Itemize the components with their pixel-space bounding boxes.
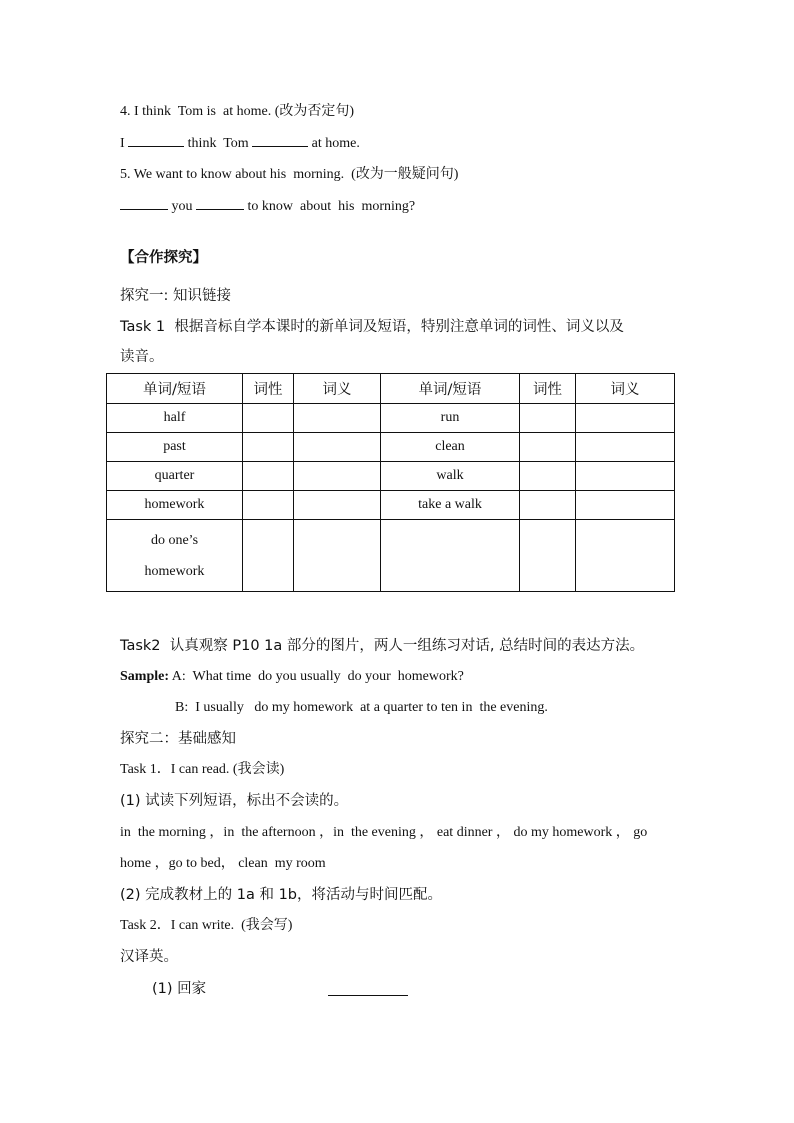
table-row [107, 462, 675, 491]
sample-dialogue-b: B: I usually do my homework at a quarter to ten in the evening. [175, 700, 548, 715]
word-cell [107, 520, 243, 592]
explore-2-heading: 探究二：基础感知 [120, 731, 236, 747]
answer-cell[interactable] [520, 462, 576, 491]
answer-cell[interactable] [294, 433, 381, 462]
sample-label: Sample: [120, 669, 169, 684]
answer-cell[interactable] [294, 404, 381, 433]
exercise-4-answer-line [120, 134, 360, 153]
word-cell: clean [381, 433, 520, 462]
word-cell: run [381, 404, 520, 433]
column-header-part-of-speech: 词性 [520, 374, 576, 404]
answer-cell[interactable] [576, 520, 675, 592]
phrase-list-line-2: home ，go to bed， clean my room [120, 856, 326, 871]
vocab-table [106, 373, 675, 592]
answer-cell[interactable] [576, 433, 675, 462]
word-cell: past [107, 433, 243, 462]
answer-cell[interactable] [294, 491, 381, 520]
answer-cell[interactable] [576, 491, 675, 520]
translate-answer-blank[interactable] [328, 983, 408, 996]
translate-instruction: 汉译英。 [120, 949, 178, 965]
answer-blank[interactable] [252, 134, 308, 147]
word-cell-line: do one’s [150, 532, 199, 548]
answer-blank[interactable] [128, 134, 184, 147]
answer-cell[interactable] [294, 462, 381, 491]
task-1-read: Task 1．I can read. (我会读) [120, 762, 285, 777]
answer-text: think Tom [184, 136, 253, 151]
answer-cell[interactable] [243, 433, 294, 462]
table-row [107, 520, 675, 592]
word-cell-line: homework [144, 563, 205, 579]
column-header-word: 单词/短语 [107, 374, 243, 404]
read-step-1: (1) 试读下列短语，标出不会读的。 [120, 793, 349, 809]
answer-cell[interactable] [243, 491, 294, 520]
answer-blank[interactable] [120, 197, 168, 210]
word-cell: half [107, 404, 243, 433]
answer-text: at home. [308, 136, 360, 151]
read-step-2: (2) 完成教材上的 1a 和 1b，将活动与时间匹配。 [120, 887, 443, 903]
exercise-4-prompt: 4. I think Tom is at home. (改为否定句) [120, 104, 355, 119]
answer-cell[interactable] [243, 404, 294, 433]
answer-cell[interactable] [520, 433, 576, 462]
task-1-instruction: Task 1 根据音标自学本课时的新单词及短语，特别注意单词的词性、词义以及 [120, 319, 624, 335]
exercise-5-prompt: 5. We want to know about his morning. (改为一般疑问句) [120, 167, 459, 182]
table-row [107, 433, 675, 462]
word-cell: walk [381, 462, 520, 491]
answer-blank[interactable] [196, 197, 244, 210]
answer-cell[interactable] [520, 491, 576, 520]
word-cell: take a walk [381, 491, 520, 520]
answer-cell[interactable] [576, 462, 675, 491]
answer-cell[interactable] [520, 404, 576, 433]
column-header-meaning: 词义 [576, 374, 675, 404]
phrase-list-line-1: in the morning ，in the afternoon ，in the evening ， eat dinner ， do my homework ， go [120, 825, 648, 840]
table-header-row [107, 374, 675, 404]
table-row [107, 491, 675, 520]
sample-dialogue-a [120, 668, 464, 686]
answer-cell[interactable] [520, 520, 576, 592]
answer-cell[interactable] [294, 520, 381, 592]
word-cell: homework [107, 491, 243, 520]
answer-text: I [120, 136, 129, 151]
answer-cell[interactable] [243, 462, 294, 491]
task-1-instruction-cont: 读音。 [120, 349, 164, 365]
word-cell: quarter [107, 462, 243, 491]
task-2-instruction: Task2 认真观察 P10 1a 部分的图片，两人一组练习对话, 总结时间的表达方法。 [120, 638, 645, 654]
translate-item-1: (1) 回家 [152, 981, 207, 997]
answer-cell[interactable] [576, 404, 675, 433]
answer-text: you [168, 199, 196, 214]
answer-text: to know about his morning? [244, 199, 416, 214]
sample-a-text: A: What time do you usually do your homework? [169, 669, 464, 684]
exercise-5-answer-line [120, 197, 415, 216]
word-cell[interactable] [381, 520, 520, 592]
section-title: 【合作探究】 [120, 250, 207, 266]
column-header-part-of-speech: 词性 [243, 374, 294, 404]
answer-cell[interactable] [243, 520, 294, 592]
task-2-write: Task 2．I can write. (我会写) [120, 918, 293, 933]
column-header-word: 单词/短语 [381, 374, 520, 404]
table-row [107, 404, 675, 433]
explore-1-heading: 探究一: 知识链接 [120, 288, 231, 304]
column-header-meaning: 词义 [294, 374, 381, 404]
